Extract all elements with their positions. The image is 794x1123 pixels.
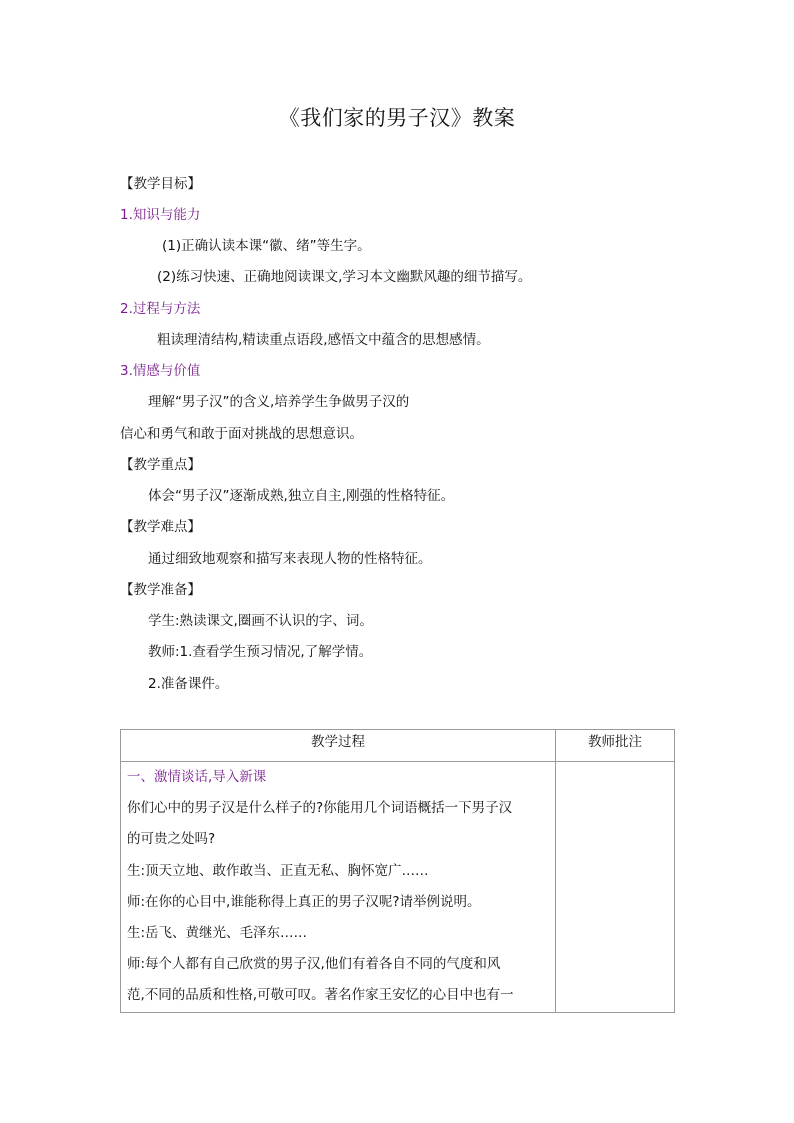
process-line: 师:在你的心目中,谁能称得上真正的男子汉呢?请举例说明。 [127,893,481,910]
objective-3-line-2: 信心和勇气和敢于面对挑战的思想意识。 [120,426,363,442]
process-method-heading: 2.过程与方法 [120,301,201,317]
process-line: 范,不同的品质和性格,可敬可叹。著名作家王安忆的心目中也有一 [127,987,514,1004]
process-section-heading: 一、激情谈话,导入新课 [127,769,267,785]
process-line: 生:岳飞、黄继光、毛泽东…… [127,924,308,941]
process-line: 的可贵之处吗? [127,831,216,848]
key-points-line: 体会“男子汉”逐渐成熟,独立自主,刚强的性格特征。 [148,488,455,504]
process-line: 师:每个人都有自己欣赏的男子汉,他们有着各自不同的气度和风 [127,956,501,973]
objective-1-line-1: (1)正确认读本课“徽、绪”等生字。 [162,238,371,254]
process-column-header: 教学过程 [121,730,556,762]
preparation-courseware-line: 2.准备课件。 [148,676,229,692]
process-line: 生:顶天立地、敢作敢当、正直无私、胸怀宽广…… [127,862,429,879]
preparation-heading: 【教学准备】 [120,582,201,598]
process-content-cell [121,762,556,1013]
teacher-notes-cell [556,762,675,1013]
difficulty-line: 通过细致地观察和描写来表现人物的性格特征。 [148,551,432,567]
key-points-heading: 【教学重点】 [120,457,201,473]
preparation-students-line: 学生:熟读课文,圈画不认识的字、词。 [148,613,373,629]
emotion-value-heading: 3.情感与价值 [120,363,201,379]
notes-column-header: 教师批注 [556,730,675,762]
objective-2-line-1: 粗读理清结构,精读重点语段,感悟文中蕴含的思想感情。 [157,332,490,348]
preparation-teacher-line: 教师:1.查看学生预习情况,了解学情。 [148,644,373,660]
table-body-row [121,762,675,1013]
objectives-heading: 【教学目标】 [120,176,201,192]
document-title: 《我们家的男子汉》教案 [278,106,516,130]
difficulty-heading: 【教学难点】 [120,519,201,535]
objective-1-line-2: (2)练习快速、正确地阅读课文,学习本文幽默风趣的细节描写。 [157,269,532,285]
process-line: 你们心中的男子汉是什么样子的?你能用几个词语概括一下男子汉 [127,800,513,817]
table-header-row [121,730,675,762]
objective-3-line-1: 理解“男子汉”的含义,培养学生争做男子汉的 [148,394,410,410]
knowledge-ability-heading: 1.知识与能力 [120,207,201,223]
teaching-process-table [120,729,675,1013]
